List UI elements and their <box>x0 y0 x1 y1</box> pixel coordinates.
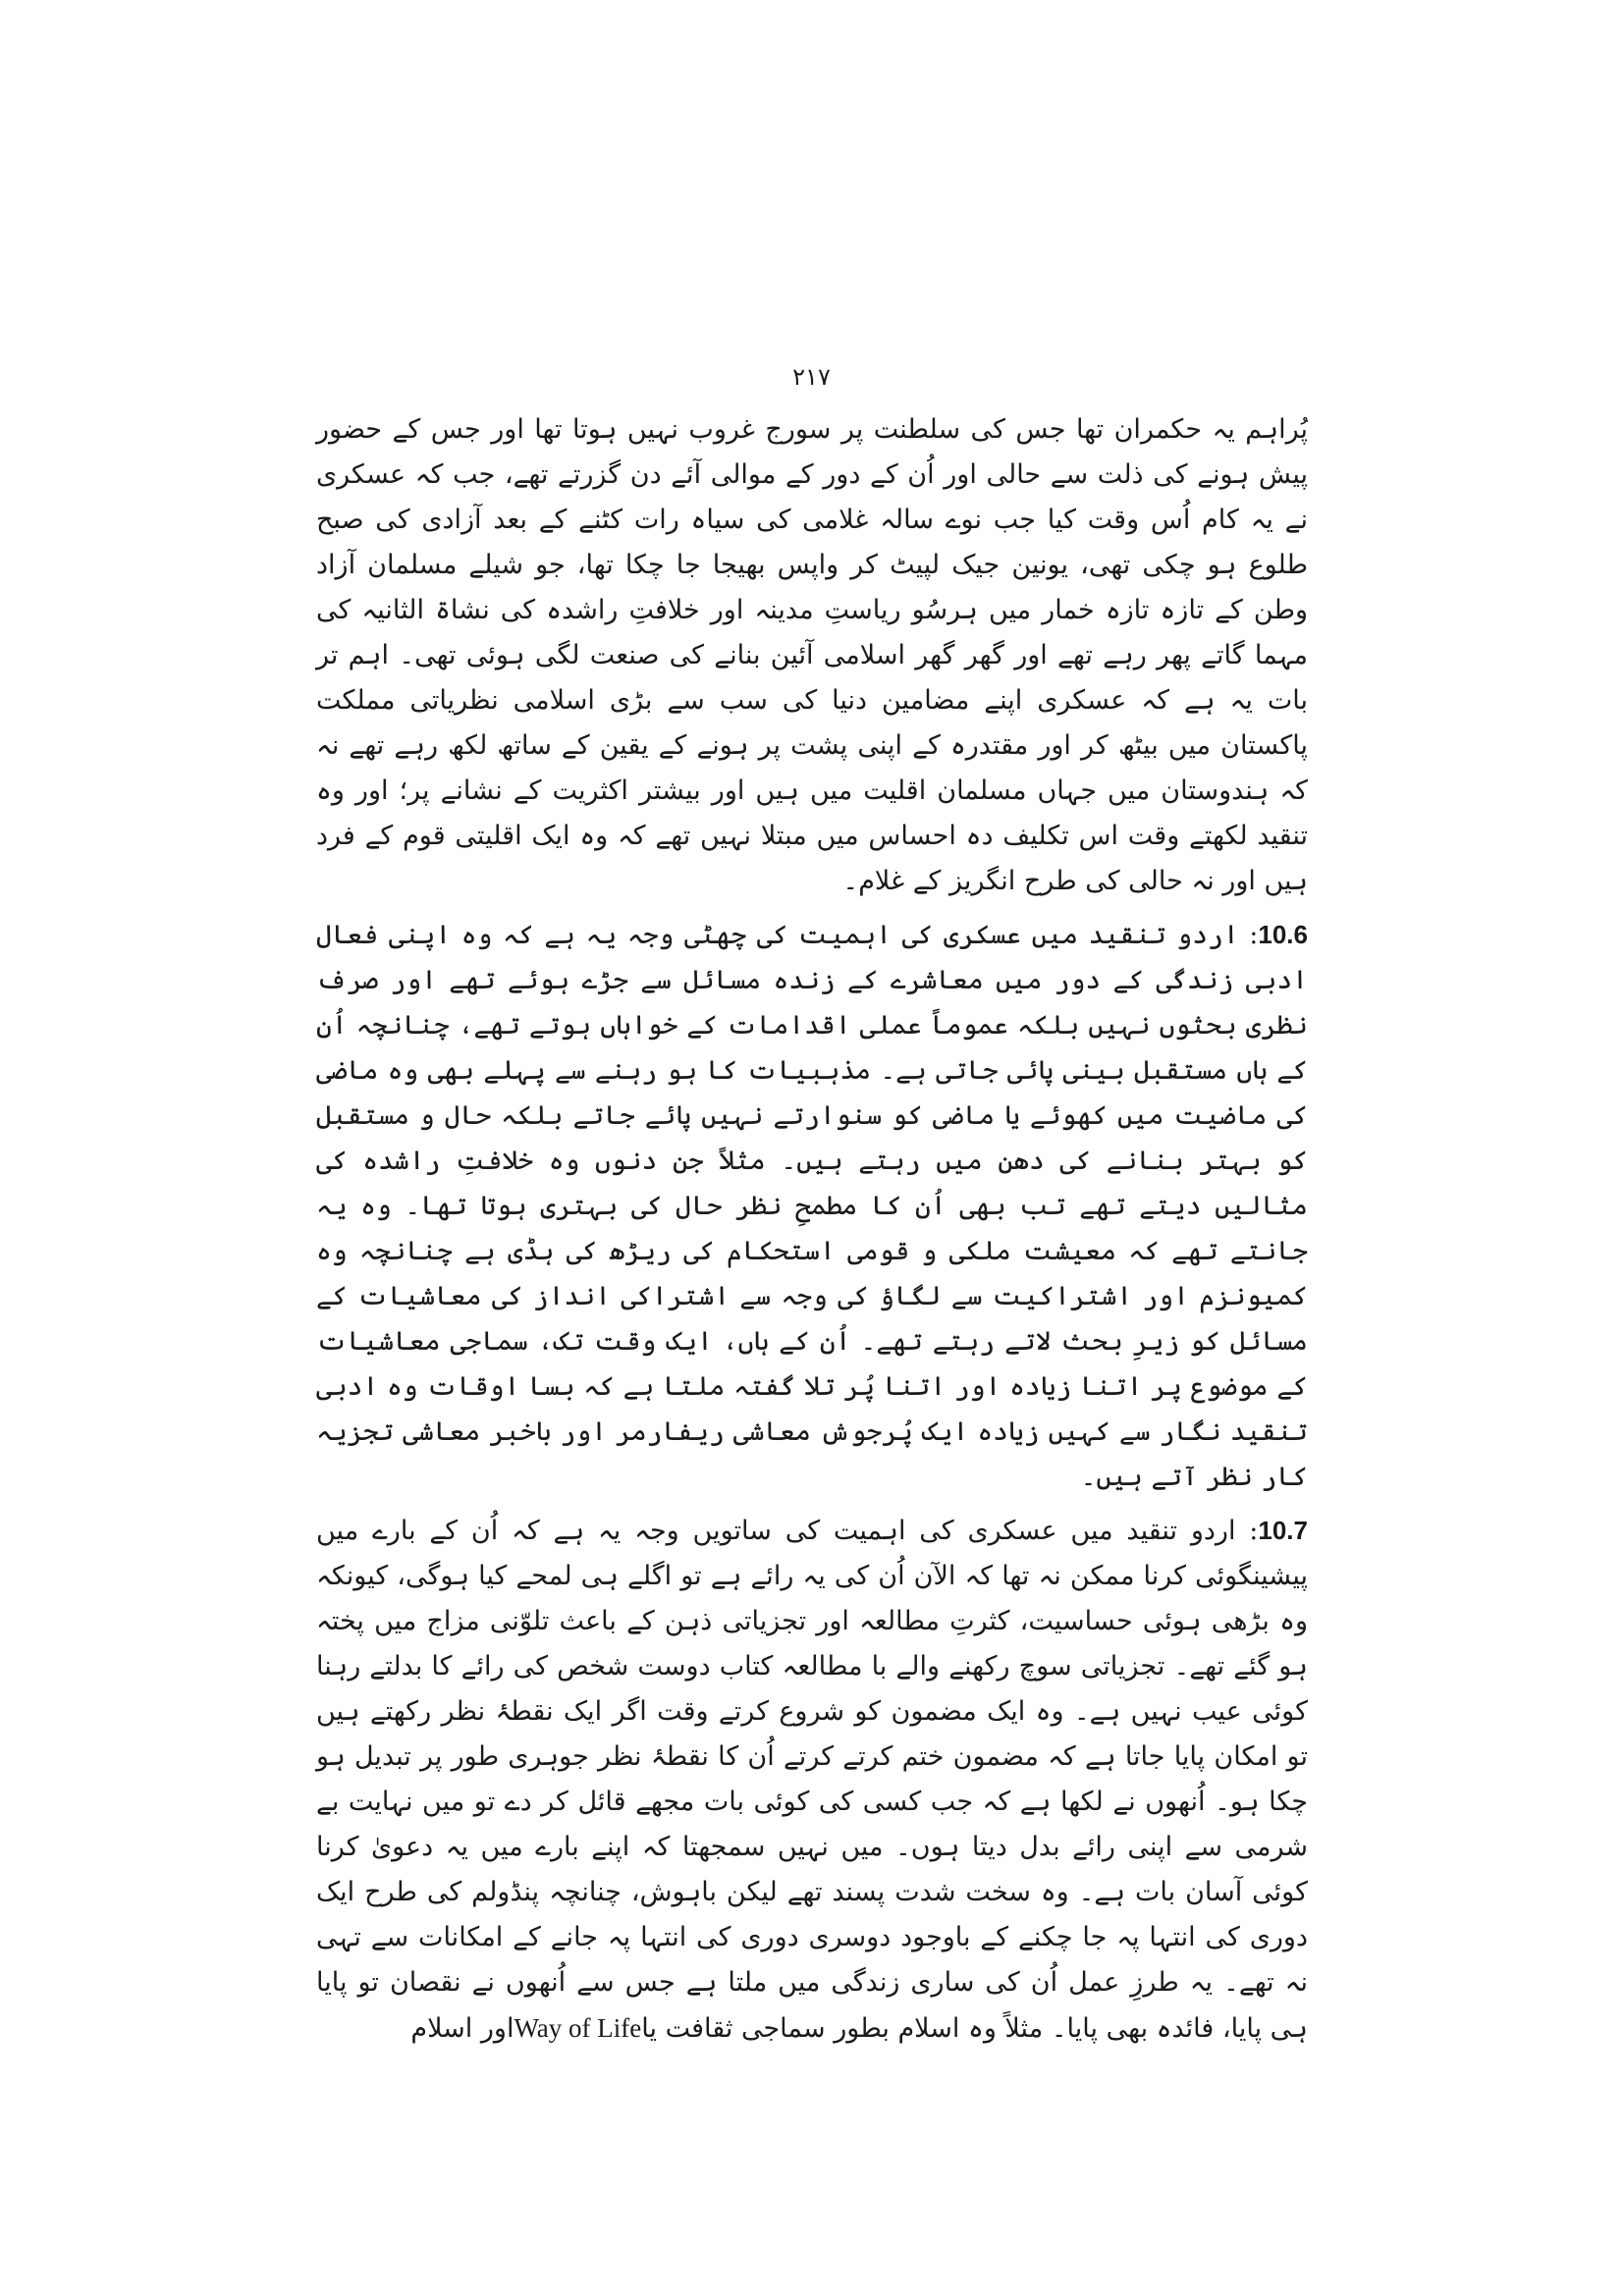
paragraph-text: : اردو تنقید میں عسکری کی اہمیت کی چھٹی وجہ یہ ہے کہ وہ اپنی فعال ادبی زندگی کے دور میں معاشرے کے زندہ مسائل سے جڑے ہوئے تھے اور صرف نظری بحثوں نہیں بلکہ عموماً عملی اقدامات کے خواہاں ہوتے تھے، چنانچہ اُن کے ہاں مستقبل بینی پائی جاتی ہے۔ مذہبیات کا ہو رہنے سے پہلے بھی وہ ماضی کی ماضیت میں کھوئے یا ماضی کو سنوارتے نہیں پائے جاتے بلکہ حال و مستقبل کو بہتر بنانے کی دھن میں رہتے ہیں۔ مثلاً جن دنوں وہ خلافتِ راشدہ کی مثالیں دیتے تھے تب بھی اُن کا مطمحِ نظر حال کی بہتری ہوتا تھا۔ وہ یہ جانتے تھے کہ معیشت ملکی و قومی استحکام کی ریڑھ کی ہڈی ہے چنانچہ وہ کمیونزم اور اشتراکیت سے لگاؤ کی وجہ سے اشتراکی انداز کی معاشیات کے مسائل کو زیرِ بحث لاتے رہتے تھے۔ اُن کے ہاں، ایک وقت تک، سماجی معاشیات کے موضوع پر اتنا زیادہ اور اتنا پُر تلا گفتہ ملتا ہے کہ بسا اوقات وہ ادبی تنقید نگار سے کہیں زیادہ ایک پُرجوش معاشی ریفارمر اور باخبر معاشی تجزیہ کار نظر آتے ہیں۔ <box>316 920 1308 1492</box>
paragraph-10-7 <box>316 1508 1308 2052</box>
paragraph-intro <box>316 407 1308 904</box>
paragraph-10-6 <box>316 912 1308 1500</box>
paragraph-text-end: اور اسلام <box>410 2013 514 2044</box>
paragraph-number: 10.6 <box>1258 920 1308 949</box>
paragraph-text: : اردو تنقید میں عسکری کی اہمیت کی ساتویں وجہ یہ ہے کہ اُن کے بارے میں پیشینگوئی کرنا ممکن نہ تھا کہ الآن اُن کی یہ رائے ہے تو اگلے ہی لمحے کیا ہوگی، کیونکہ وہ بڑھی ہوئی حساسیت، کثرتِ مطالعہ اور تجزیاتی ذہن کے باعث تلوّنی مزاج میں پختہ ہو گئے تھے۔ تجزیاتی سوچ رکھنے والے با مطالعہ کتاب دوست شخص کی رائے کا بدلتے رہنا کوئی عیب نہیں ہے۔ وہ ایک مضمون کو شروع کرتے وقت اگر ایک نقطۂ نظر رکھتے ہیں تو امکان پایا جاتا ہے کہ مضمون ختم کرتے کرتے اُن کا نقطۂ نظر جوہری طور پر تبدیل ہو چکا ہو۔ اُنھوں نے لکھا ہے کہ جب کسی کی کوئی بات مجھے قائل کر دے تو میں نہایت بے شرمی سے اپنی رائے بدل دیتا ہوں۔ میں نہیں سمجھتا کہ اپنے بارے میں یہ دعویٰ کرنا کوئی آسان بات ہے۔ وہ سخت شدت پسند تھے لیکن باہوش، چنانچہ پنڈولم کی طرح ایک دوری کی انتہا پہ جا چکنے کے باوجود دوسری دوری کی انتہا پہ جانے کے امکانات سے تہی نہ تھے۔ یہ طرزِ عمل اُن کی ساری زندگی میں ملتا ہے جس سے اُنھوں نے نقصان تو پایا ہی پایا، فائدہ بھی پایا۔ مثلاً وہ اسلام بطور سماجی ثقافت یا <box>316 1516 1308 2044</box>
page-number: ۲۱۷ <box>792 363 831 391</box>
english-term: Way of Life <box>514 2013 642 2043</box>
paragraph-number: 10.7 <box>1258 1516 1308 1545</box>
document-body <box>316 407 1308 2059</box>
paragraph-text: پُراہم یہ حکمران تھا جس کی سلطنت پر سورج غروب نہیں ہوتا تھا اور جس کے حضور پیش ہونے کی ذلت سے حالی اور اُن کے دور کے موالی آئے دن گزرتے تھے، جب کہ عسکری نے یہ کام اُس وقت کیا جب نوے سالہ غلامی کی سیاہ رات کٹنے کے بعد آزادی کی صبح طلوع ہو چکی تھی، یونین جیک لپیٹ کر واپس بھیجا جا چکا تھا، جو شیلے مسلمان آزاد وطن کے تازہ تازہ خمار میں ہرسُو ریاستِ مدینہ اور خلافتِ راشدہ کی نشاۃ الثانیہ کی مہما گاتے پھر رہے تھے اور گھر گھر اسلامی آئین بنانے کی صنعت لگی ہوئی تھی۔ اہم تر بات یہ ہے کہ عسکری اپنے مضامین دنیا کی سب سے بڑی اسلامی نظریاتی مملکت پاکستان میں بیٹھ کر اور مقتدرہ کے اپنی پشت پر ہونے کے یقین کے ساتھ لکھ رہے تھے نہ کہ ہندوستان میں جہاں مسلمان اقلیت میں ہیں اور بیشتر اکثریت کے نشانے پر؛ اور وہ تنقید لکھتے وقت اس تکلیف دہ احساس میں مبتلا نہیں تھے کہ وہ ایک اقلیتی قوم کے فرد ہیں اور نہ حالی کی طرح انگریز کے غلام۔ <box>316 414 1308 896</box>
